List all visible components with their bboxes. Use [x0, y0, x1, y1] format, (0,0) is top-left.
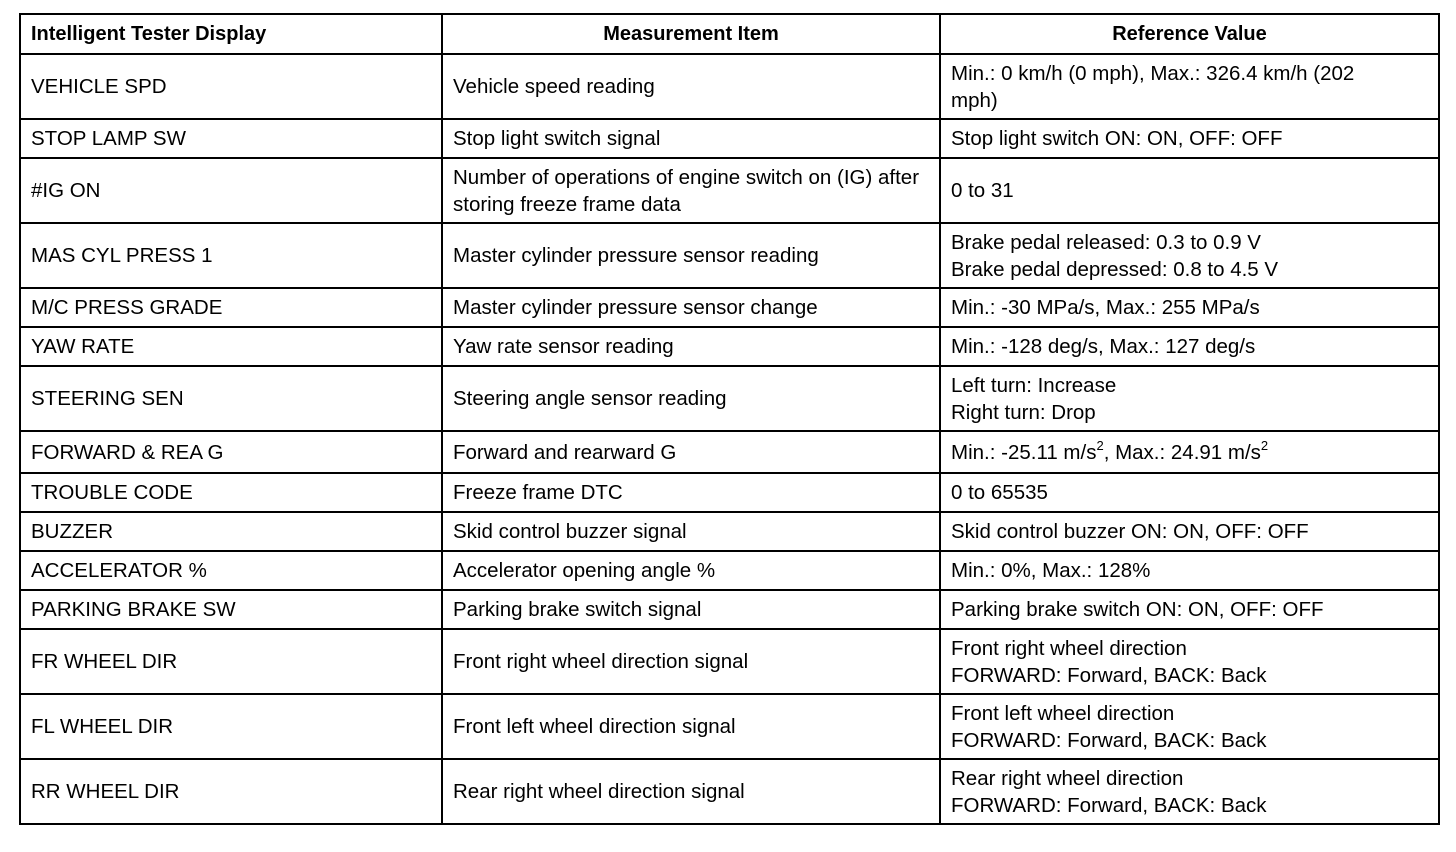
- reference-value-cell: [940, 694, 1439, 759]
- reference-line: Brake pedal depressed: 0.8 to 4.5 V: [951, 257, 1279, 281]
- measurement-item-cell: Number of operations of engine switch on (IG) after storing freeze frame data: [442, 158, 940, 223]
- reference-line: Brake pedal released: 0.3 to 0.9 V: [951, 230, 1261, 254]
- reference-value-cell: [940, 473, 1439, 512]
- reference-line: 0 to 31: [951, 179, 1014, 202]
- reference-value-cell: [940, 759, 1439, 824]
- table-row: [20, 629, 1439, 694]
- measurement-item-cell: Rear right wheel direction signal: [442, 759, 940, 824]
- reference-line: Min.: 0 km/h (0 mph), Max.: 326.4 km/h (202: [951, 61, 1355, 85]
- measurement-item-cell: Master cylinder pressure sensor change: [442, 288, 940, 327]
- reference-value-cell: [940, 119, 1439, 158]
- reference-line: Rear right wheel direction: [951, 766, 1184, 790]
- data-list-table: [19, 13, 1440, 825]
- reference-value-cell: [940, 512, 1439, 551]
- reference-value-cell: [940, 158, 1439, 223]
- tester-display-cell: FL WHEEL DIR: [20, 694, 442, 759]
- reference-line: Min.: 0%, Max.: 128%: [951, 559, 1151, 582]
- measurement-item-cell: Steering angle sensor reading: [442, 366, 940, 431]
- reference-value-cell: [940, 366, 1439, 431]
- measurement-item-cell: Forward and rearward G: [442, 431, 940, 473]
- reference-line: Left turn: Increase: [951, 373, 1117, 397]
- reference-min-text: Min.: -25.11 m/s: [951, 440, 1097, 464]
- table-row: [20, 431, 1439, 473]
- reference-max-text: , Max.: 24.91 m/s: [1103, 440, 1261, 464]
- table-row: [20, 694, 1439, 759]
- reference-value-cell: [940, 288, 1439, 327]
- reference-line: Skid control buzzer ON: ON, OFF: OFF: [951, 520, 1309, 543]
- reference-value-cell: [940, 54, 1439, 119]
- measurement-item-cell: Front right wheel direction signal: [442, 629, 940, 694]
- measurement-item-cell: Stop light switch signal: [442, 119, 940, 158]
- tester-display-cell: ACCELERATOR %: [20, 551, 442, 590]
- tester-display-cell: FORWARD & REA G: [20, 431, 442, 473]
- header-measurement-item: Measurement Item: [442, 14, 940, 54]
- reference-value-cell: [940, 431, 1439, 473]
- tester-display-cell: PARKING BRAKE SW: [20, 590, 442, 629]
- table-row: [20, 158, 1439, 223]
- reference-line: mph): [951, 88, 998, 112]
- reference-line: Stop light switch ON: ON, OFF: OFF: [951, 127, 1283, 150]
- tester-display-cell: TROUBLE CODE: [20, 473, 442, 512]
- tester-display-cell: M/C PRESS GRADE: [20, 288, 442, 327]
- header-row: [20, 14, 1439, 54]
- measurement-item-cell: Vehicle speed reading: [442, 54, 940, 119]
- table-row: [20, 223, 1439, 288]
- measurement-item-cell: Freeze frame DTC: [442, 473, 940, 512]
- reference-line: FORWARD: Forward, BACK: Back: [951, 663, 1267, 687]
- tester-display-cell: YAW RATE: [20, 327, 442, 366]
- measurement-item-cell: Accelerator opening angle %: [442, 551, 940, 590]
- measurement-item-cell: Skid control buzzer signal: [442, 512, 940, 551]
- reference-value-cell: [940, 223, 1439, 288]
- reference-value-cell: [940, 551, 1439, 590]
- tester-display-cell: STEERING SEN: [20, 366, 442, 431]
- reference-value-cell: [940, 327, 1439, 366]
- table-row: [20, 551, 1439, 590]
- table-row: [20, 512, 1439, 551]
- table-row: [20, 327, 1439, 366]
- table-row: [20, 590, 1439, 629]
- reference-line: Front left wheel direction: [951, 701, 1175, 725]
- reference-value-cell: [940, 629, 1439, 694]
- reference-line: Front right wheel direction: [951, 636, 1187, 660]
- measurement-item-cell: Master cylinder pressure sensor reading: [442, 223, 940, 288]
- reference-line: Min.: -30 MPa/s, Max.: 255 MPa/s: [951, 296, 1260, 319]
- measurement-item-cell: Yaw rate sensor reading: [442, 327, 940, 366]
- table-row: [20, 366, 1439, 431]
- table-row: [20, 759, 1439, 824]
- table-header: [20, 14, 1439, 54]
- header-tester-display: Intelligent Tester Display: [20, 14, 442, 54]
- reference-line: Parking brake switch ON: ON, OFF: OFF: [951, 598, 1324, 621]
- reference-line: Right turn: Drop: [951, 400, 1096, 424]
- measurement-item-cell: Front left wheel direction signal: [442, 694, 940, 759]
- table-row: [20, 119, 1439, 158]
- reference-line: FORWARD: Forward, BACK: Back: [951, 793, 1267, 817]
- tester-display-cell: RR WHEEL DIR: [20, 759, 442, 824]
- tester-display-cell: FR WHEEL DIR: [20, 629, 442, 694]
- tester-display-cell: VEHICLE SPD: [20, 54, 442, 119]
- superscript: 2: [1096, 437, 1104, 453]
- table-row: [20, 54, 1439, 119]
- tester-display-cell: STOP LAMP SW: [20, 119, 442, 158]
- tester-display-cell: BUZZER: [20, 512, 442, 551]
- superscript: 2: [1260, 437, 1269, 453]
- reference-line: 0 to 65535: [951, 481, 1048, 504]
- tester-display-cell: MAS CYL PRESS 1: [20, 223, 442, 288]
- reference-value-cell: [940, 590, 1439, 629]
- table-row: [20, 288, 1439, 327]
- reference-line: FORWARD: Forward, BACK: Back: [951, 728, 1267, 752]
- table-body: [20, 54, 1439, 824]
- reference-line: Min.: -128 deg/s, Max.: 127 deg/s: [951, 335, 1256, 358]
- table-row: [20, 473, 1439, 512]
- measurement-item-cell: Parking brake switch signal: [442, 590, 940, 629]
- header-reference-value: Reference Value: [940, 14, 1439, 54]
- tester-display-cell: #IG ON: [20, 158, 442, 223]
